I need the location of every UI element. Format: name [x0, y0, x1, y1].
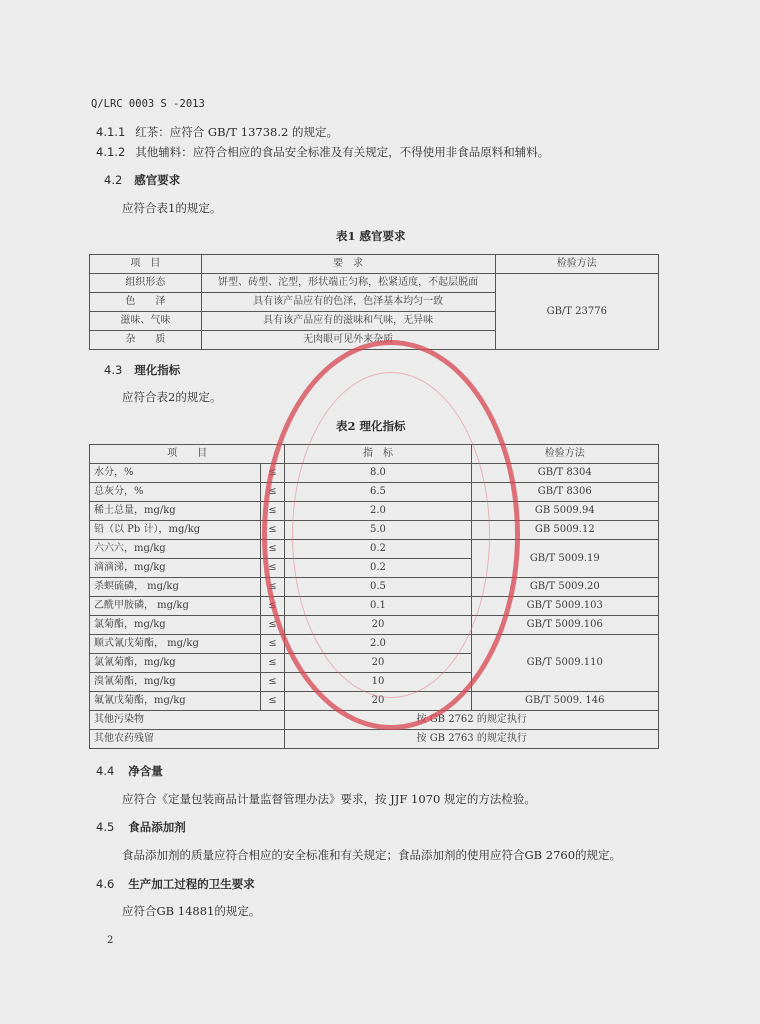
- section-4-2-heading: [104, 173, 180, 187]
- row-value: 2.0: [285, 502, 471, 521]
- row-item: 滴滴涕，mg/kg: [90, 559, 261, 578]
- row-value: 8.0: [285, 464, 471, 483]
- row-symbol: ≤: [260, 502, 285, 521]
- row-value: 0.2: [285, 559, 471, 578]
- physicochemical-table: [89, 444, 659, 749]
- row-item: 溴氰菊酯，mg/kg: [90, 673, 261, 692]
- row-method: GB/T 8304: [471, 464, 658, 483]
- row-value: 20: [285, 616, 471, 635]
- header-indicator: 指 标: [285, 445, 471, 464]
- row-item: 六六六，mg/kg: [90, 540, 261, 559]
- section-4-4-heading: [96, 764, 163, 778]
- row-method: GB/T 5009.20: [471, 578, 658, 597]
- clause-number: 4.1.1: [96, 125, 126, 139]
- row-value: 10: [285, 673, 471, 692]
- row-item: 氯菊酯，mg/kg: [90, 616, 261, 635]
- section-number: 4.5: [96, 820, 115, 834]
- row-item: 色 泽: [90, 293, 202, 312]
- row-symbol: ≤: [260, 559, 285, 578]
- row-method: GB/T 8306: [471, 483, 658, 502]
- clause-number: 4.1.2: [96, 145, 126, 159]
- table-row: [90, 597, 659, 616]
- row-item: 组织形态: [90, 274, 202, 293]
- section-4-6-text: 应符合GB 14881的规定。: [122, 904, 261, 918]
- row-item: 其他污染物: [90, 711, 285, 730]
- header-method: 检验方法: [471, 445, 658, 464]
- clause-text: 红茶：应符合 GB/T 13738.2 的规定。: [135, 125, 338, 139]
- row-symbol: ≤: [260, 692, 285, 711]
- section-number: 4.6: [96, 877, 115, 891]
- row-symbol: ≤: [260, 540, 285, 559]
- table-row: [90, 521, 659, 540]
- row-symbol: ≤: [260, 616, 285, 635]
- row-item: 总灰分，%: [90, 483, 261, 502]
- section-title: 生产加工过程的卫生要求: [128, 877, 255, 891]
- header-item: 项 目: [90, 445, 285, 464]
- row-item: 杂 质: [90, 331, 202, 350]
- row-item: 氟氰戊菊酯，mg/kg: [90, 692, 261, 711]
- section-4-3-intro: 应符合表2的规定。: [122, 390, 222, 404]
- section-title: 净含量: [128, 764, 163, 778]
- row-method: GB/T 5009. 146: [471, 692, 658, 711]
- section-title: 感官要求: [134, 173, 181, 187]
- row-value: 5.0: [285, 521, 471, 540]
- row-item: 水分，%: [90, 464, 261, 483]
- section-title: 理化指标: [134, 363, 181, 377]
- row-method: GB 5009.94: [471, 502, 658, 521]
- row-value: 0.2: [285, 540, 471, 559]
- standard-code-header: Q/LRC 0003 S -2013: [91, 98, 205, 110]
- row-value: 20: [285, 692, 471, 711]
- row-value: 6.5: [285, 483, 471, 502]
- row-symbol: ≤: [260, 483, 285, 502]
- row-value: 按 GB 2763 的规定执行: [285, 730, 659, 749]
- header-requirement: 要 求: [201, 255, 495, 274]
- table-row: [90, 540, 659, 559]
- table-header-row: [90, 255, 659, 274]
- sensory-table: [89, 254, 659, 350]
- row-item: 滋味、气味: [90, 312, 202, 331]
- row-symbol: ≤: [260, 578, 285, 597]
- table-row: [90, 635, 659, 654]
- row-method: GB/T 5009.19: [471, 540, 658, 578]
- row-method: GB 5009.12: [471, 521, 658, 540]
- row-item: 其他农药残留: [90, 730, 285, 749]
- table-row: [90, 483, 659, 502]
- row-value: 0.5: [285, 578, 471, 597]
- section-number: 4.3: [104, 363, 123, 377]
- table-row: [90, 274, 659, 293]
- table-2-caption: 表2 理化指标: [336, 419, 406, 433]
- section-title: 食品添加剂: [128, 820, 186, 834]
- clause-text: 其他辅料：应符合相应的食品安全标准及有关规定，不得使用非食品原料和辅料。: [135, 145, 550, 159]
- table-row: [90, 711, 659, 730]
- table-1-caption: 表1 感官要求: [336, 229, 406, 243]
- row-item: 杀螟硫磷， mg/kg: [90, 578, 261, 597]
- row-method: GB/T 5009.103: [471, 597, 658, 616]
- row-item: 铅（以 Pb 计），mg/kg: [90, 521, 261, 540]
- row-symbol: ≤: [260, 635, 285, 654]
- row-symbol: ≤: [260, 464, 285, 483]
- row-item: 乙酰甲胺磷， mg/kg: [90, 597, 261, 616]
- row-value: 按 GB 2762 的规定执行: [285, 711, 659, 730]
- row-method: GB/T 5009.106: [471, 616, 658, 635]
- page-number: 2: [107, 935, 114, 946]
- row-method: GB/T 5009.110: [471, 635, 658, 692]
- row-method: GB/T 23776: [495, 274, 658, 350]
- row-item: 氯氰菊酯，mg/kg: [90, 654, 261, 673]
- section-number: 4.4: [96, 764, 115, 778]
- row-value: 0.1: [285, 597, 471, 616]
- row-symbol: ≤: [260, 654, 285, 673]
- row-value: 20: [285, 654, 471, 673]
- section-4-4-text: 应符合《定量包装商品计量监督管理办法》要求，按 JJF 1070 规定的方法检验。: [122, 792, 536, 806]
- row-requirement: 具有该产品应有的滋味和气味，无异味: [201, 312, 495, 331]
- section-4-3-heading: [104, 363, 180, 377]
- table-row: [90, 616, 659, 635]
- row-item: 顺式氰戊菊酯， mg/kg: [90, 635, 261, 654]
- section-4-5-text: 食品添加剂的质量应符合相应的安全标准和有关规定；食品添加剂的使用应符合GB 2760的规定。: [122, 848, 622, 862]
- section-number: 4.2: [104, 173, 123, 187]
- section-4-6-heading: [96, 877, 255, 891]
- table-header-row: [90, 445, 659, 464]
- row-symbol: ≤: [260, 521, 285, 540]
- header-item: 项 目: [90, 255, 202, 274]
- table-row: [90, 730, 659, 749]
- row-symbol: ≤: [260, 673, 285, 692]
- section-4-5-heading: [96, 820, 186, 834]
- row-value: 2.0: [285, 635, 471, 654]
- row-requirement: 无肉眼可见外来杂质: [201, 331, 495, 350]
- header-method: 检验方法: [495, 255, 658, 274]
- table-row: [90, 692, 659, 711]
- row-requirement: 饼型、砖型、沱型，形状端正匀称，松紧适度，不起层脱面: [201, 274, 495, 293]
- table-row: [90, 578, 659, 597]
- row-requirement: 具有该产品应有的色泽，色泽基本均匀一致: [201, 293, 495, 312]
- table-row: [90, 502, 659, 521]
- clause-4-1-2: [96, 145, 549, 159]
- row-symbol: ≤: [260, 597, 285, 616]
- row-item: 稀土总量，mg/kg: [90, 502, 261, 521]
- table-row: [90, 464, 659, 483]
- section-4-2-intro: 应符合表1的规定。: [122, 201, 222, 215]
- clause-4-1-1: [96, 125, 338, 139]
